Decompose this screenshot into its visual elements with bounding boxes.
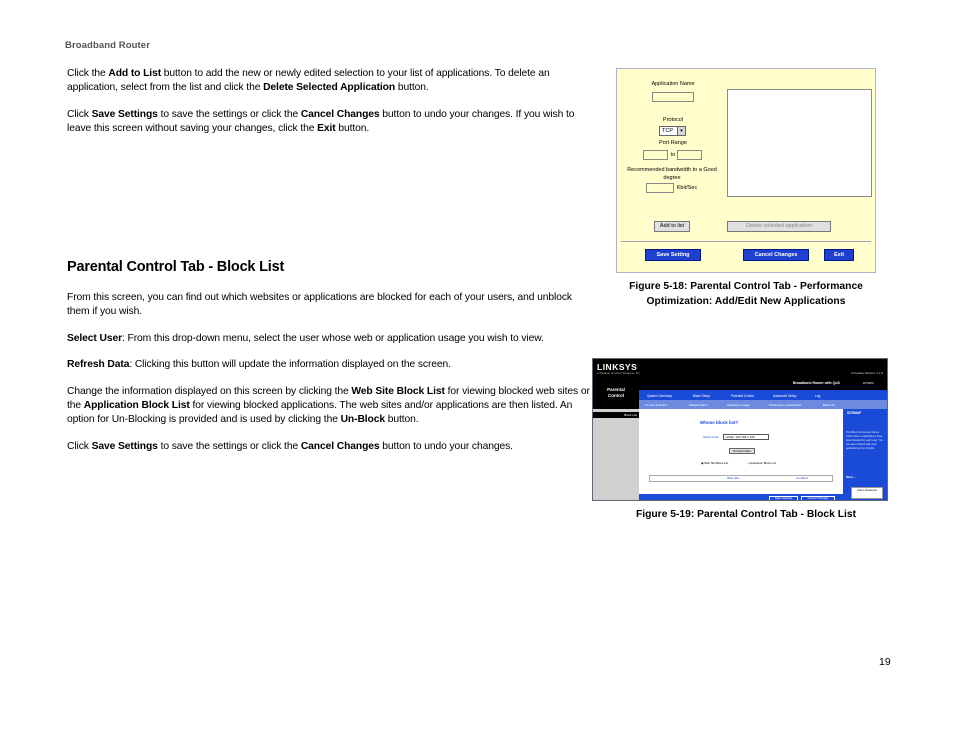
paragraph-add-to-list: Click the Add to List button to add the new or newly edited selection to your list of applications. To delete an application, select from the list and click the Delete Selected Application button. <box>67 68 550 93</box>
cancel-changes-button[interactable]: Cancel Changes <box>801 496 835 501</box>
bandwidth-input[interactable] <box>646 183 674 193</box>
router-title-bar <box>639 379 888 390</box>
application-name-label: Application Name <box>651 81 695 87</box>
paragraph-change-info: Change the information displayed on this screen by clicking the Web Site Block List for viewing blocked web sites or the Application Block List for viewing blocked applications. The web sites and/or applications are then listed. An option for Un-Blocking is provided and is used by clicking the Un-Block button. <box>67 386 590 425</box>
select-user-label: Select User: <box>703 435 720 439</box>
subtab-website-filters[interactable]: Website Filters <box>689 403 708 407</box>
whose-block-list-title: Whose block list? <box>700 420 739 425</box>
exit-button[interactable]: Exit <box>824 249 854 261</box>
application-list-box[interactable] <box>727 89 872 197</box>
section-title: Parental Control <box>593 379 639 409</box>
paragraph-intro: From this screen, you can find out which websites or applications are blocked for each of your users, and unblock them if you wish. <box>67 292 572 317</box>
section-heading: Parental Control Tab - Block List <box>67 259 285 275</box>
subtab-block-list[interactable]: Block List <box>823 403 835 407</box>
save-settings-button[interactable]: Save Settings <box>769 496 798 501</box>
running-header: Broadband Router <box>65 40 150 51</box>
protocol-select[interactable]: TCP ▾ <box>659 126 686 136</box>
select-user-dropdown[interactable]: mobile: 192.168.1.100 <box>723 434 769 440</box>
cisco-logo: Cisco Systems <box>851 487 883 499</box>
add-to-list-button[interactable]: Add to list <box>654 221 690 232</box>
delete-selected-button[interactable]: Delete selected application <box>727 221 831 232</box>
firmware-version: Firmware Version: 1.1.0 <box>851 371 883 375</box>
figure-performance-optimization <box>616 68 876 273</box>
paragraph-save-settings: Click Save Settings to save the settings or click the Cancel Changes button to undo your changes. If you wish to leave this screen without saving your changes, click the Exit button. <box>67 109 575 134</box>
router-model: RT31P2 <box>863 381 874 385</box>
block-list-tag: Block List <box>593 412 639 418</box>
sitemap-link[interactable]: SITEMAP <box>847 411 862 415</box>
refresh-data-button[interactable]: Refresh Data <box>729 448 755 454</box>
router-title: Broadband Router with QoS <box>793 381 840 385</box>
subtab-on-line-schedule[interactable]: On Line Schedule <box>645 403 668 407</box>
protocol-label: Protocol <box>662 117 684 123</box>
left-sidebar <box>593 409 639 501</box>
save-setting-button[interactable]: Save Setting <box>645 249 701 261</box>
figure-5-19-caption: Figure 5-19: Parental Control Tab - Block List <box>635 509 857 520</box>
cancel-changes-button[interactable]: Cancel Changes <box>743 249 809 261</box>
un-block-column: Un-Block <box>796 476 809 480</box>
subtab-application-usage[interactable]: Application Usage <box>727 403 750 407</box>
paragraph-refresh-data: Refresh Data: Clicking this button will update the information displayed on the screen. <box>67 359 451 370</box>
radio-application-block-list[interactable]: ○ Application Block List <box>747 461 776 465</box>
web-site-column: Web Site <box>727 476 740 480</box>
port-end-input[interactable] <box>677 150 702 160</box>
main-tab-bar <box>639 390 888 400</box>
tab-parental-control[interactable]: Parental Control <box>731 394 755 398</box>
application-name-input[interactable] <box>652 92 694 102</box>
help-text: The Block List screen shows which sites or applications have been blocked for each user. You can also unblock sites and applications from this list. <box>846 431 883 450</box>
port-range-label: Port Range <box>659 140 687 146</box>
chevron-down-icon: ▾ <box>677 127 685 135</box>
radio-web-site-block-list[interactable]: ◉ Web Site Block List <box>701 461 729 465</box>
subtab-performance-optimization[interactable]: Performance Optimization <box>769 403 802 407</box>
sub-tab-bar <box>639 400 888 409</box>
more-link[interactable]: More... <box>846 475 856 479</box>
port-start-input[interactable] <box>643 150 668 160</box>
kbit-unit-label: Kbit/Sec <box>676 185 698 191</box>
tab-advanced-setup[interactable]: Advanced Setup <box>773 394 797 398</box>
figure-5-18-caption: Figure 5-18: Parental Control Tab - Performance Optimization: Add/Edit New Applications <box>629 281 863 307</box>
linksys-logo: LINKSYS <box>597 362 638 372</box>
divider <box>621 241 871 242</box>
to-label: to <box>670 152 676 158</box>
paragraph-select-user: Select User: From this drop-down menu, select the user whose web or application usage you wish to view. <box>67 333 544 344</box>
paragraph-save-cancel: Click Save Settings to save the settings or click the Cancel Changes button to undo your changes. <box>67 441 513 452</box>
tab-system-summary[interactable]: System Summary <box>647 394 673 398</box>
page-number: 19 <box>879 656 891 668</box>
logo-subtitle: A Division of Cisco Systems, Inc. <box>597 371 641 375</box>
tab-basic-setup[interactable]: Basic Setup <box>693 394 711 398</box>
tab-log[interactable]: Log <box>815 394 821 398</box>
figure-block-list-screen <box>592 358 888 501</box>
bandwidth-label: Recommended bandwidth to a Good degree <box>627 167 717 181</box>
help-panel <box>843 409 888 501</box>
